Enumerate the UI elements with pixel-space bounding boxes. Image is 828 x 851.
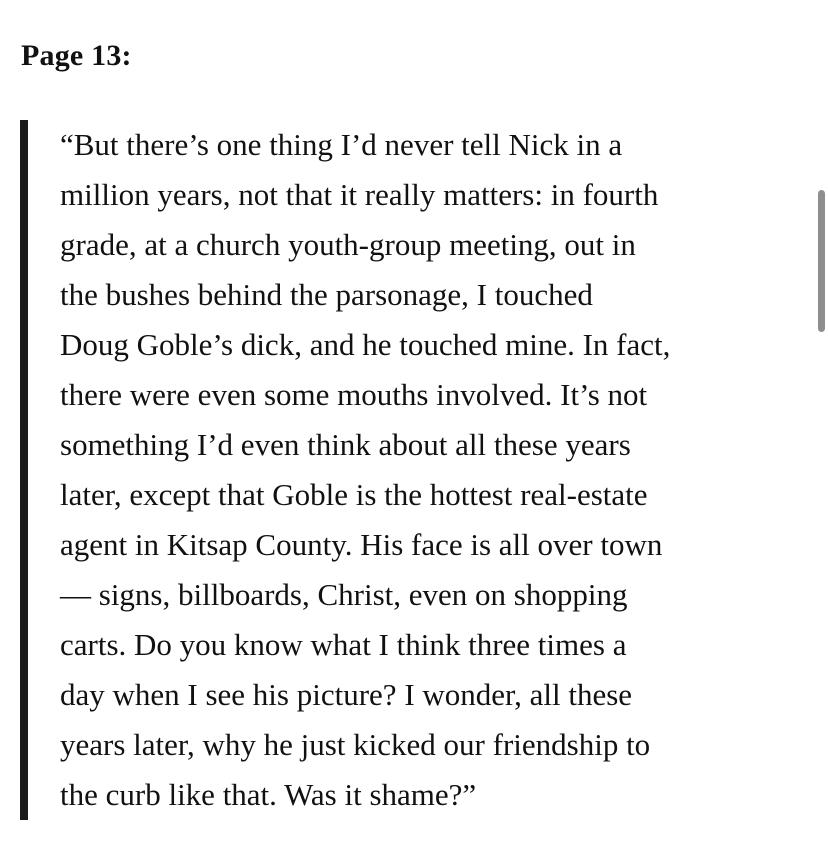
scrollbar-thumb[interactable]: [818, 190, 825, 332]
quote-line: — signs, billboards, Christ, even on shopping: [60, 577, 628, 612]
quote-line: there were even some mouths involved. It’s not: [60, 377, 648, 412]
quote-line: Doug Goble’s dick, and he touched mine. In fact,: [60, 327, 671, 362]
quote-line: agent in Kitsap County. His face is all over town: [60, 527, 663, 562]
quote-line: million years, not that it really matters: in fourth: [60, 177, 659, 212]
blockquote-bar: [20, 120, 28, 820]
blockquote: [60, 120, 815, 820]
quote-line: the curb like that. Was it shame?”: [60, 777, 477, 812]
quote-line: grade, at a church youth-group meeting, out in: [60, 227, 636, 262]
quote-line: years later, why he just kicked our friendship to: [60, 727, 651, 762]
quote-line: later, except that Goble is the hottest real-estate: [60, 477, 648, 512]
quote-line: “But there’s one thing I’d never tell Nick in a: [60, 127, 623, 162]
quote-line: day when I see his picture? I wonder, all these: [60, 677, 633, 712]
quote-line: the bushes behind the parsonage, I touched: [60, 277, 593, 312]
quote-line: something I’d even think about all these years: [60, 427, 631, 462]
page-heading: Page 13:: [21, 39, 132, 72]
quote-line: carts. Do you know what I think three times a: [60, 627, 627, 662]
